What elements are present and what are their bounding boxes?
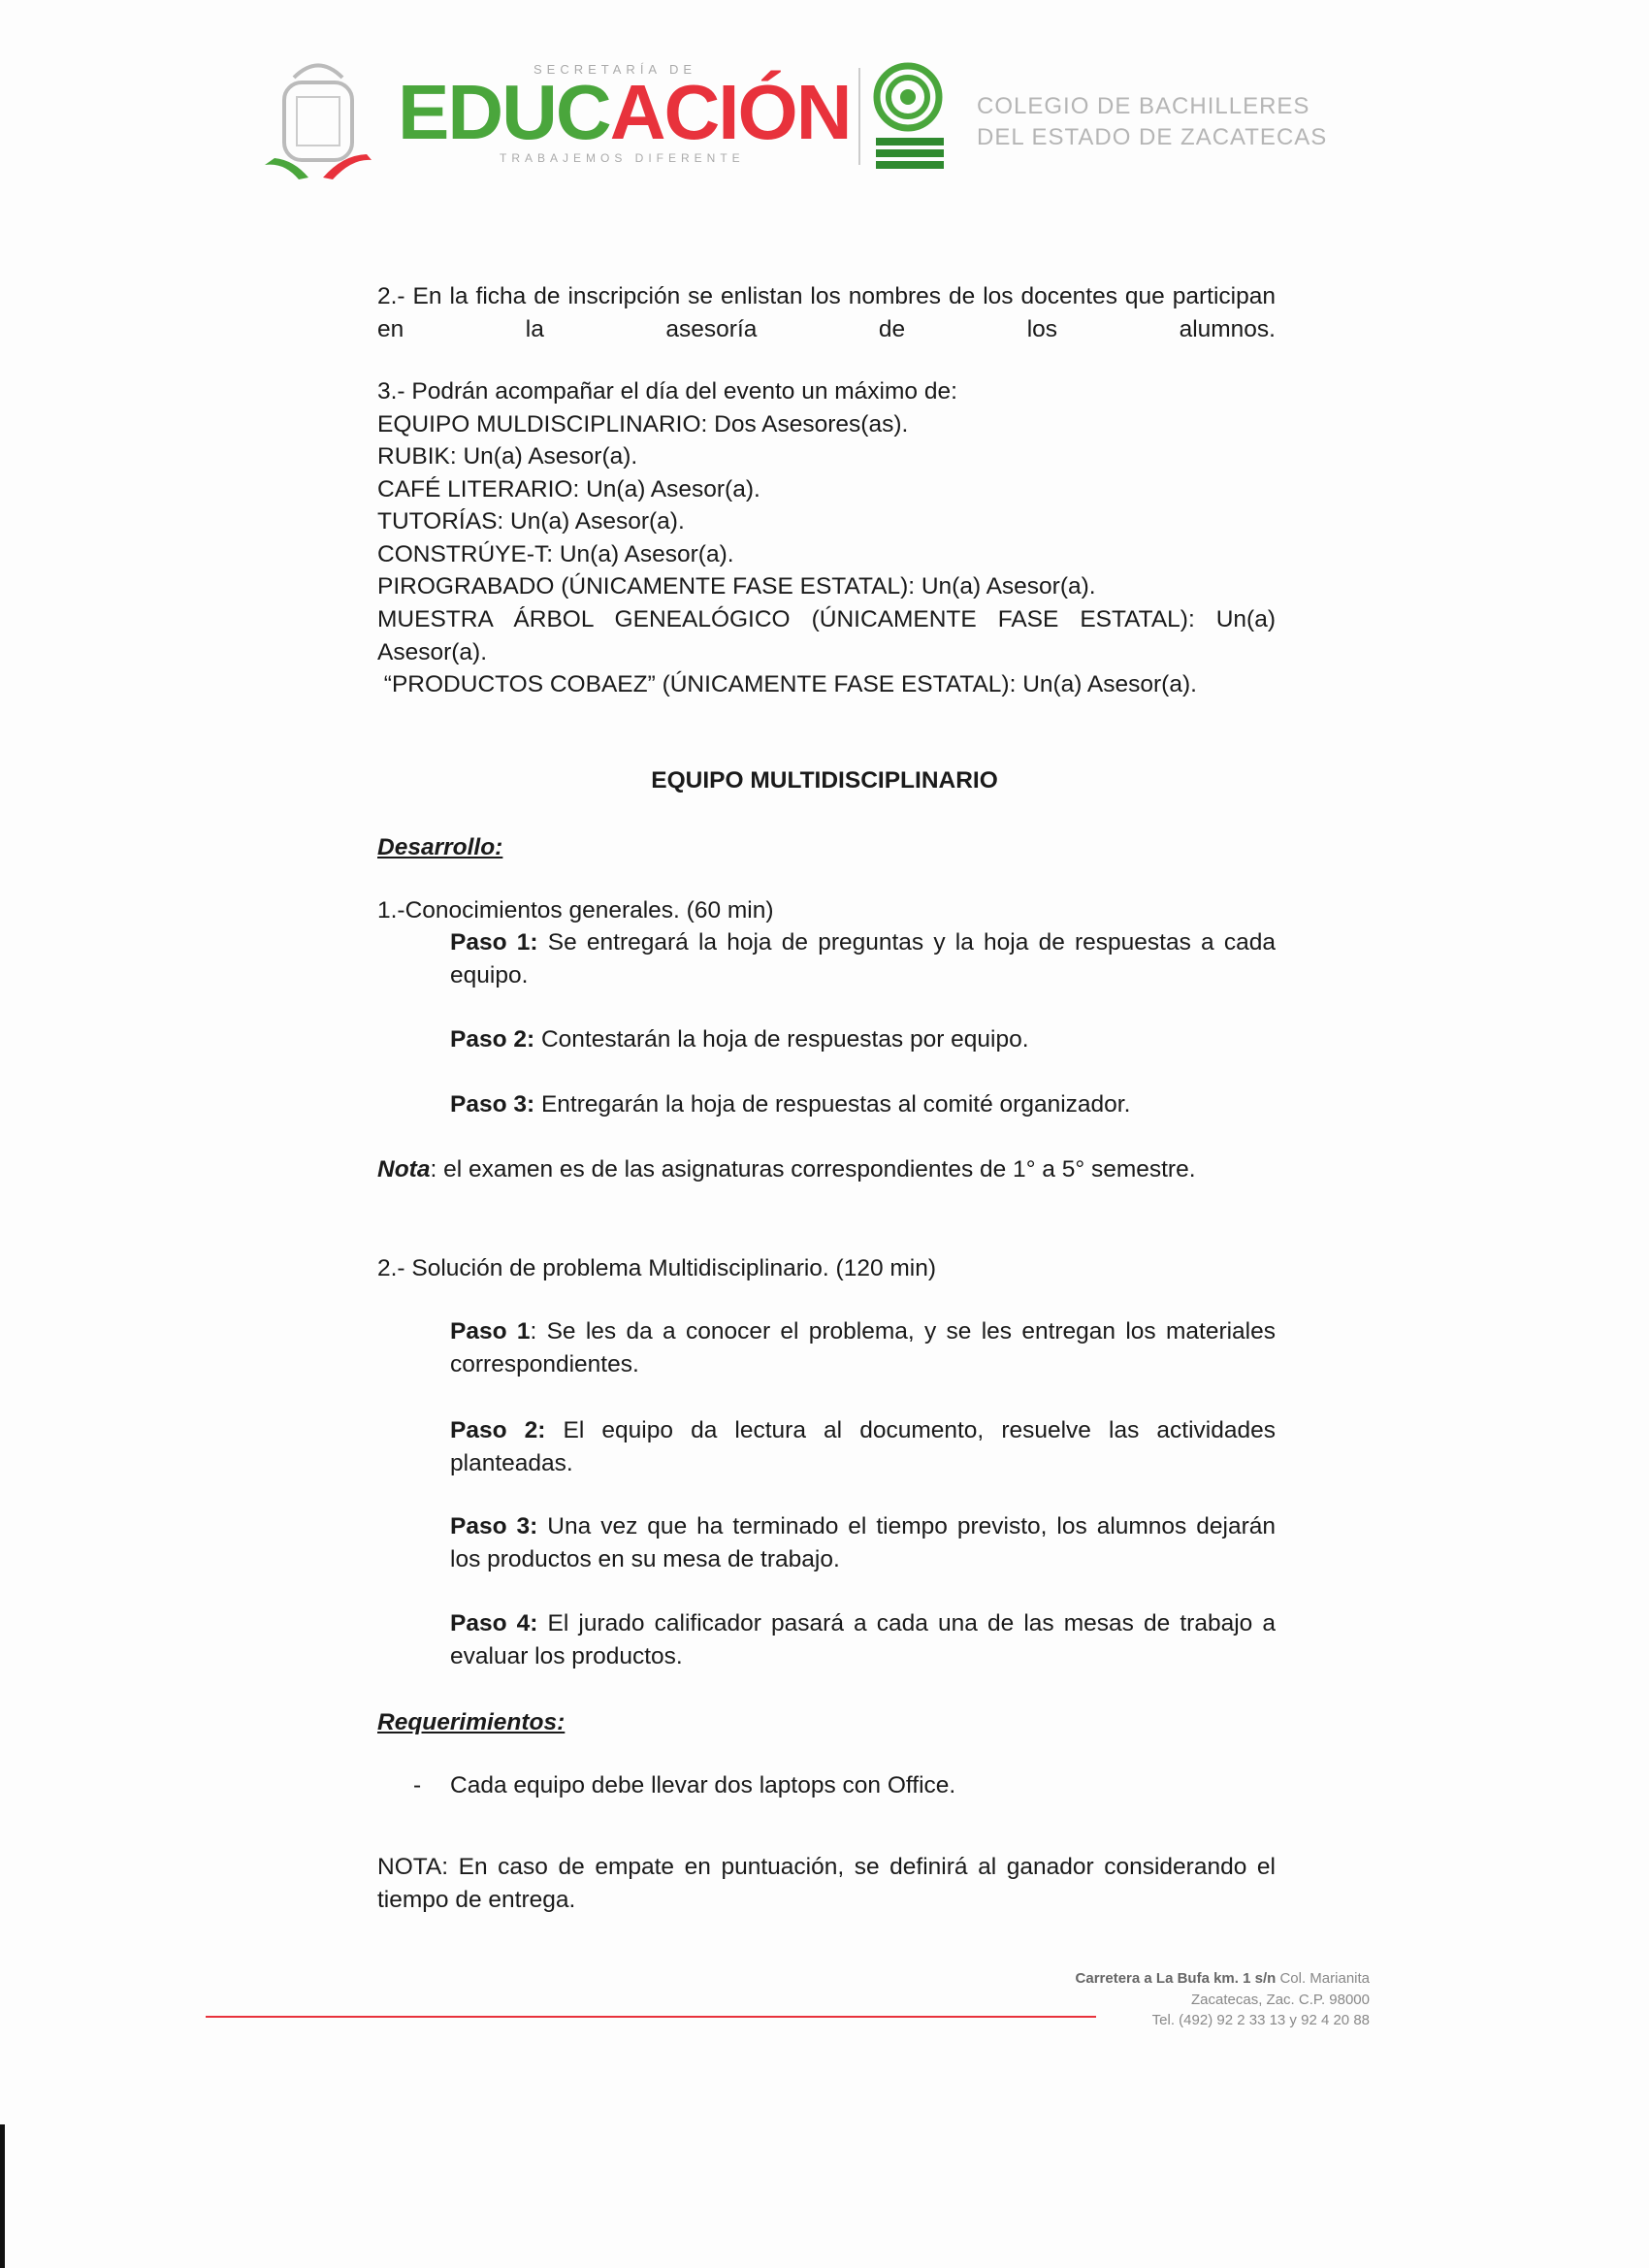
step-label: Paso 4:	[450, 1610, 538, 1636]
address-rest: Col. Marianita	[1276, 1970, 1370, 1987]
step-text: Entregarán la hoja de respuestas al comité organizador.	[534, 1091, 1131, 1118]
item-2-paragraph: 2.- En la ficha de inscripción se enlistan los nombres de los docentes que participan en la asesoría de los alumnos.	[377, 283, 1276, 342]
footer-red-line	[206, 2016, 1096, 2018]
educ-green: EDUC	[398, 69, 610, 155]
sep-bottom-text: TRABAJEMOS DIFERENTE	[500, 151, 745, 165]
step-label: Paso 2:	[450, 1026, 535, 1053]
advisor-line: TUTORÍAS: Un(a) Asesor(a).	[377, 508, 685, 535]
step-text: El equipo da lectura al documento, resuelve las actividades planteadas.	[450, 1417, 1276, 1476]
section-title: EQUIPO MULTIDISCIPLINARIO	[651, 767, 998, 794]
part-2-step	[450, 1510, 1276, 1575]
advisor-line: CAFÉ LITERARIO: Un(a) Asesor(a).	[377, 476, 760, 502]
advisor-line: MUESTRA ÁRBOL GENEALÓGICO (ÚNICAMENTE FASE ESTATAL): Un(a) Asesor(a).	[377, 606, 1276, 665]
step-label: Paso 1:	[450, 929, 538, 956]
acion-red: ACIÓN	[609, 69, 851, 155]
part-2-step	[450, 1315, 1276, 1380]
advisor-line: PIROGRABADO (ÚNICAMENTE FASE ESTATAL): Un(a) Asesor(a).	[377, 573, 1096, 599]
footer-city: Zacatecas, Zac. C.P. 98000	[1191, 1992, 1370, 2008]
cobaez-name-line2: DEL ESTADO DE ZACATECAS	[977, 124, 1328, 150]
step-label: Paso 2:	[450, 1417, 546, 1443]
logo-divider	[858, 68, 860, 165]
step-text: Se entregará la hoja de preguntas y la hoja de respuestas a cada equipo.	[450, 929, 1277, 988]
part-1-step	[450, 1023, 1029, 1056]
part-2-step	[450, 1607, 1276, 1672]
part-2-step	[450, 1414, 1276, 1479]
cobaez-logo-icon	[871, 60, 949, 177]
advisor-line: EQUIPO MULDISCIPLINARIO: Dos Asesores(as).	[377, 411, 909, 437]
step-label: Paso 1	[450, 1318, 531, 1345]
address-bold: Carretera a La Bufa km. 1 s/n	[1075, 1970, 1277, 1987]
part-1-title: 1.-Conocimientos generales. (60 min)	[377, 897, 774, 923]
part-1-step	[450, 1088, 1130, 1121]
step-text: Contestarán la hoja de respuestas por equipo.	[534, 1026, 1029, 1053]
requerimientos-heading: Requerimientos:	[377, 1709, 566, 1735]
part-1-step	[450, 926, 1276, 991]
advisor-line: RUBIK: Un(a) Asesor(a).	[377, 443, 638, 470]
step-text: : Se les da a conocer el problema, y se les entregan los materiales correspondientes.	[450, 1318, 1276, 1377]
step-label: Paso 3:	[450, 1513, 538, 1539]
sep-top-text: SECRETARÍA DE	[534, 62, 697, 77]
part-2-title: 2.- Solución de problema Multidisciplinario. (120 min)	[377, 1255, 937, 1281]
nota-line	[377, 1153, 1196, 1186]
bullet-dash: -	[413, 1772, 422, 1798]
step-label: Paso 3:	[450, 1091, 535, 1118]
advisor-line: CONSTRÚYE-T: Un(a) Asesor(a).	[377, 541, 734, 567]
footer-address	[1076, 1968, 1370, 1989]
footer-phone: Tel. (492) 92 2 33 13 y 92 4 20 88	[1151, 2012, 1370, 2028]
final-note: NOTA: En caso de empate en puntuación, se definirá al ganador considerando el tiempo de entrega.	[377, 1854, 1276, 1913]
step-text: Una vez que ha terminado el tiempo previsto, los alumnos dejarán los productos en su mesa de trabajo.	[450, 1513, 1277, 1572]
item-3-title: 3.- Podrán acompañar el día del evento un máximo de:	[377, 378, 957, 405]
nota-text: : el examen es de las asignaturas correspondientes de 1° a 5° semestre.	[430, 1156, 1196, 1183]
scan-edge-mark	[0, 2124, 5, 2268]
requirement-item: Cada equipo debe llevar dos laptops con Office.	[450, 1772, 956, 1798]
desarrollo-heading: Desarrollo:	[377, 834, 503, 860]
cobaez-name-line1: COLEGIO DE BACHILLERES	[977, 93, 1310, 119]
zacatecas-coat-of-arms-logo	[260, 53, 376, 184]
advisor-line: “PRODUCTOS COBAEZ” (ÚNICAMENTE FASE ESTATAL): Un(a) Asesor(a).	[377, 671, 1197, 697]
nota-label: Nota	[377, 1156, 431, 1183]
step-text: El jurado calificador pasará a cada una de las mesas de trabajo a evaluar los productos.	[450, 1610, 1276, 1669]
